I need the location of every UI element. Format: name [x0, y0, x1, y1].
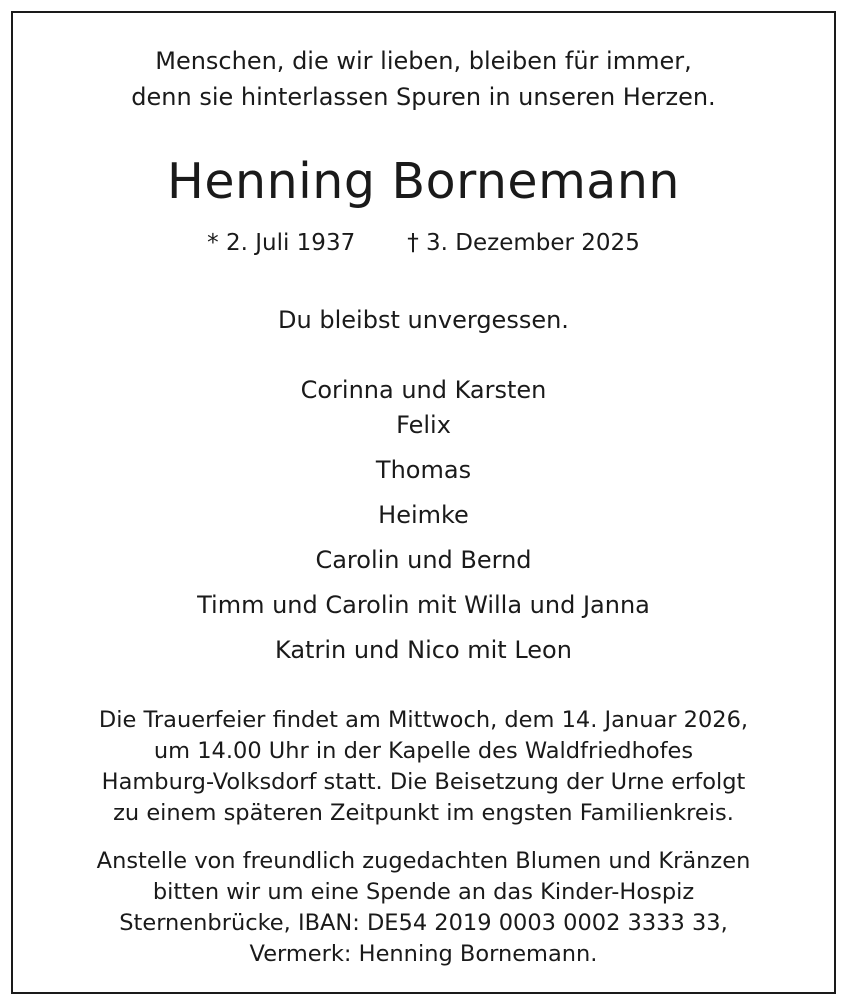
death-date: † 3. Dezember 2025: [407, 230, 640, 256]
donation-line: Sternenbrücke, IBAN: DE54 2019 0003 0002 3333 33,: [119, 910, 728, 936]
ceremony-line: um 14.00 Uhr in der Kapelle des Waldfriedhofes: [153, 738, 694, 764]
ceremony-line: zu einem späteren Zeitpunkt im engsten Familienkreis.: [113, 800, 734, 826]
ceremony-line: Die Trauerfeier findet am Mittwoch, dem 14. Januar 2026,: [98, 707, 749, 733]
quote-line-2: denn sie hinterlassen Spuren in unseren Herzen.: [131, 83, 716, 111]
mourner-name: Carolin und Bernd: [315, 546, 532, 574]
ceremony-line: Hamburg-Volksdorf statt. Die Beisetzung der Urne erfolgt: [101, 769, 746, 795]
mourner-name: Felix: [396, 411, 451, 439]
mourner-name: Thomas: [375, 456, 472, 484]
mourner-name: Heimke: [378, 501, 469, 529]
donation-line: Vermerk: Henning Bornemann.: [249, 941, 598, 967]
quote-line-1: Menschen, die wir lieben, bleiben für immer,: [155, 47, 692, 75]
birth-date: * 2. Juli 1937: [207, 230, 356, 256]
obituary-notice: [11, 11, 836, 994]
life-dates: [13, 228, 834, 258]
mourner-name: Timm und Carolin mit Willa und Janna: [197, 591, 650, 619]
donation-line: Anstelle von freundlich zugedachten Blumen und Kränzen: [96, 848, 751, 874]
donation-line: bitten wir um eine Spende an das Kinder-Hospiz: [152, 879, 695, 905]
mourner-name: Katrin und Nico mit Leon: [275, 636, 572, 664]
mourner-name: Corinna und Karsten: [300, 376, 547, 404]
deceased-name: Henning Bornemann: [167, 153, 680, 210]
motto: Du bleibst unvergessen.: [278, 306, 569, 334]
